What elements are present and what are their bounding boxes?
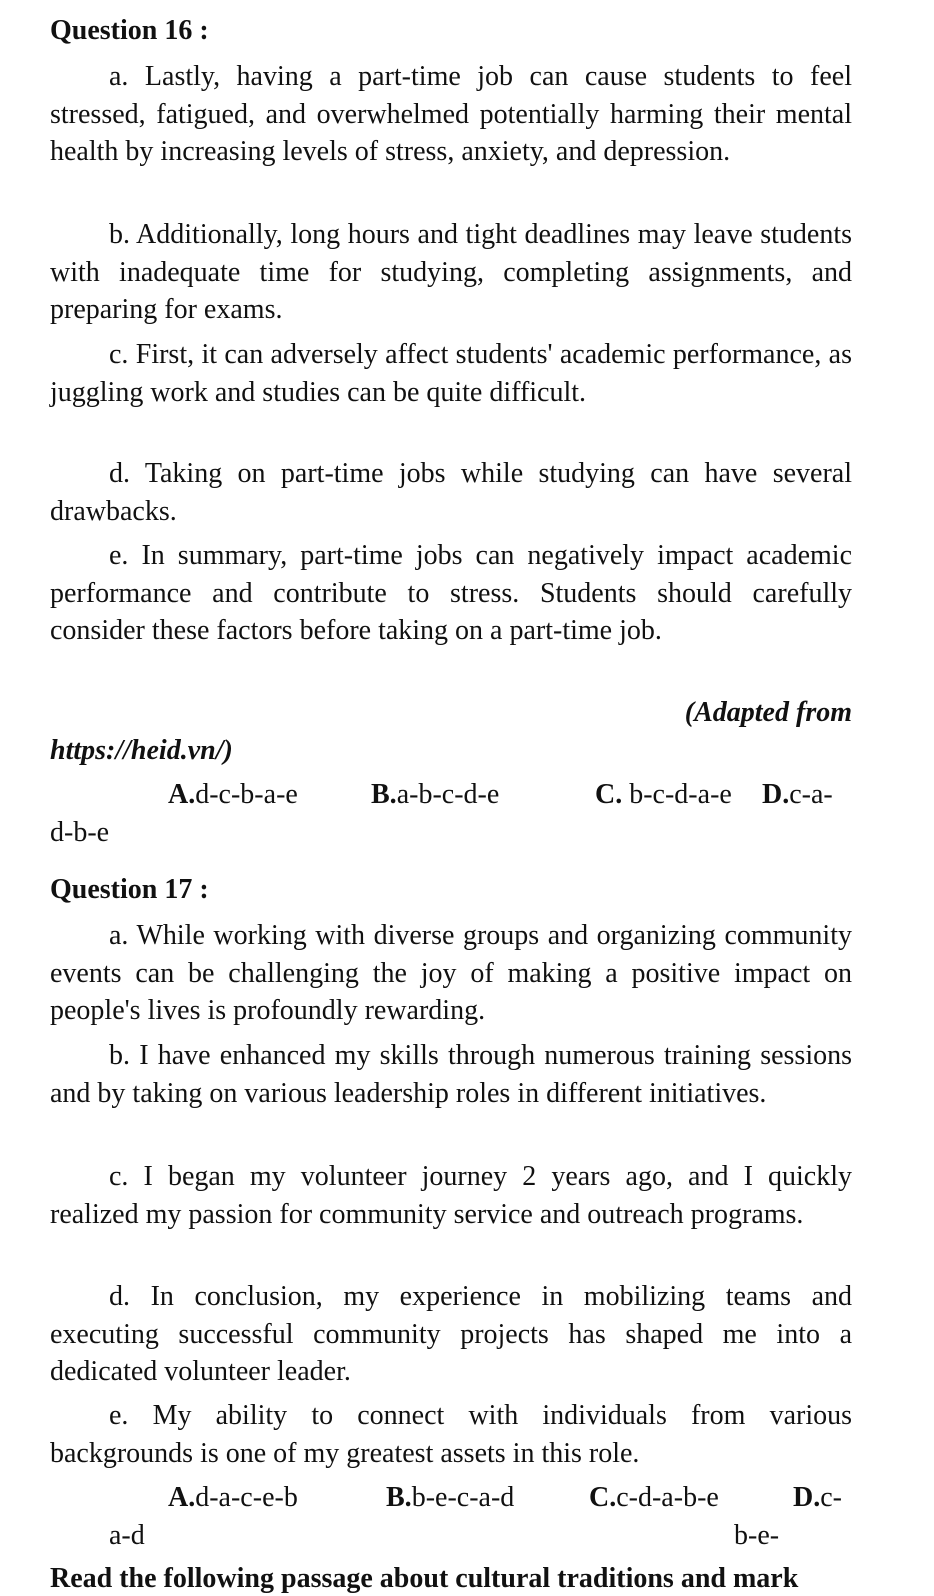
q16-option-a[interactable]: A.d-c-b-a-e (168, 779, 298, 810)
q16-options: A.d-c-b-a-e B.a-b-c-d-e C. b-c-d-a-e D.c-a- d-b-e (50, 776, 852, 856)
q17-option-b[interactable]: B.b-e-c-a-d (386, 1482, 515, 1513)
attribution-line1: (Adapted from (684, 697, 852, 728)
q17-options: A.d-a-c-e-b B.b-e-c-a-d C.c-d-a-b-e D.c-b-e- a-d (50, 1479, 852, 1559)
q17-option-a[interactable]: A.d-a-c-e-b (168, 1482, 298, 1513)
q17-item-d: d. In conclusion, my experience in mobilizing teams and executing successful community projects has shaped me into a dedicated volunteer leader. (50, 1281, 852, 1387)
q17-option-c[interactable]: C.c-d-a-b-e (589, 1482, 719, 1513)
q16-item-a: a. Lastly, having a part-time job can cause students to feel stressed, fatigued, and overwhelmed potentially harming their mental health by increasing levels of stress, anxiety, and depression. (50, 61, 852, 167)
question-16-title: Question 16 : (50, 15, 209, 46)
question-17-title: Question 17 : (50, 874, 209, 905)
q16-item-b: b. Additionally, long hours and tight deadlines may leave students with inadequate time for studying, completing assignments, and preparing for exams. (50, 219, 852, 325)
q17-item-c: c. I began my volunteer journey 2 years ago, and I quickly realized my passion for community service and outreach programs. (50, 1161, 852, 1230)
option-wrap-tail: d-b-e (50, 816, 110, 848)
q16-option-d-text: c-a- (789, 779, 833, 810)
q17-option-d-text: c-b-e- (734, 1482, 842, 1551)
q16-option-c[interactable]: C. b-c-d-a-e (595, 779, 732, 810)
q17-item-e: e. My ability to connect with individuals from various backgrounds is one of my greatest assets in this role. (50, 1400, 852, 1469)
q17-item-b: b. I have enhanced my skills through numerous training sessions and by taking on various leadership roles in different initiatives. (50, 1040, 852, 1109)
q16-item-e: e. In summary, part-time jobs can negatively impact academic performance and contribute to stress. Students should carefully consider these factors before taking on a part-time job. (50, 540, 852, 646)
q16-option-b[interactable]: B.a-b-c-d-e (371, 779, 500, 810)
q16-item-d: d. Taking on part-time jobs while studying can have several drawbacks. (50, 458, 852, 527)
option-wrap-tail: a-d (109, 1519, 145, 1551)
q17-item-a: a. While working with diverse groups and organizing community events can be challenging the joy of making a positive impact on people's lives is profoundly rewarding. (50, 920, 852, 1026)
attribution-line2: https://heid.vn/) (50, 734, 233, 766)
passage-instruction: Read the following passage about cultural traditions and mark (50, 1563, 799, 1594)
q16-item-c: c. First, it can adversely affect students' academic performance, as juggling work and studies can be quite difficult. (50, 339, 852, 408)
q16-attribution (50, 694, 852, 769)
